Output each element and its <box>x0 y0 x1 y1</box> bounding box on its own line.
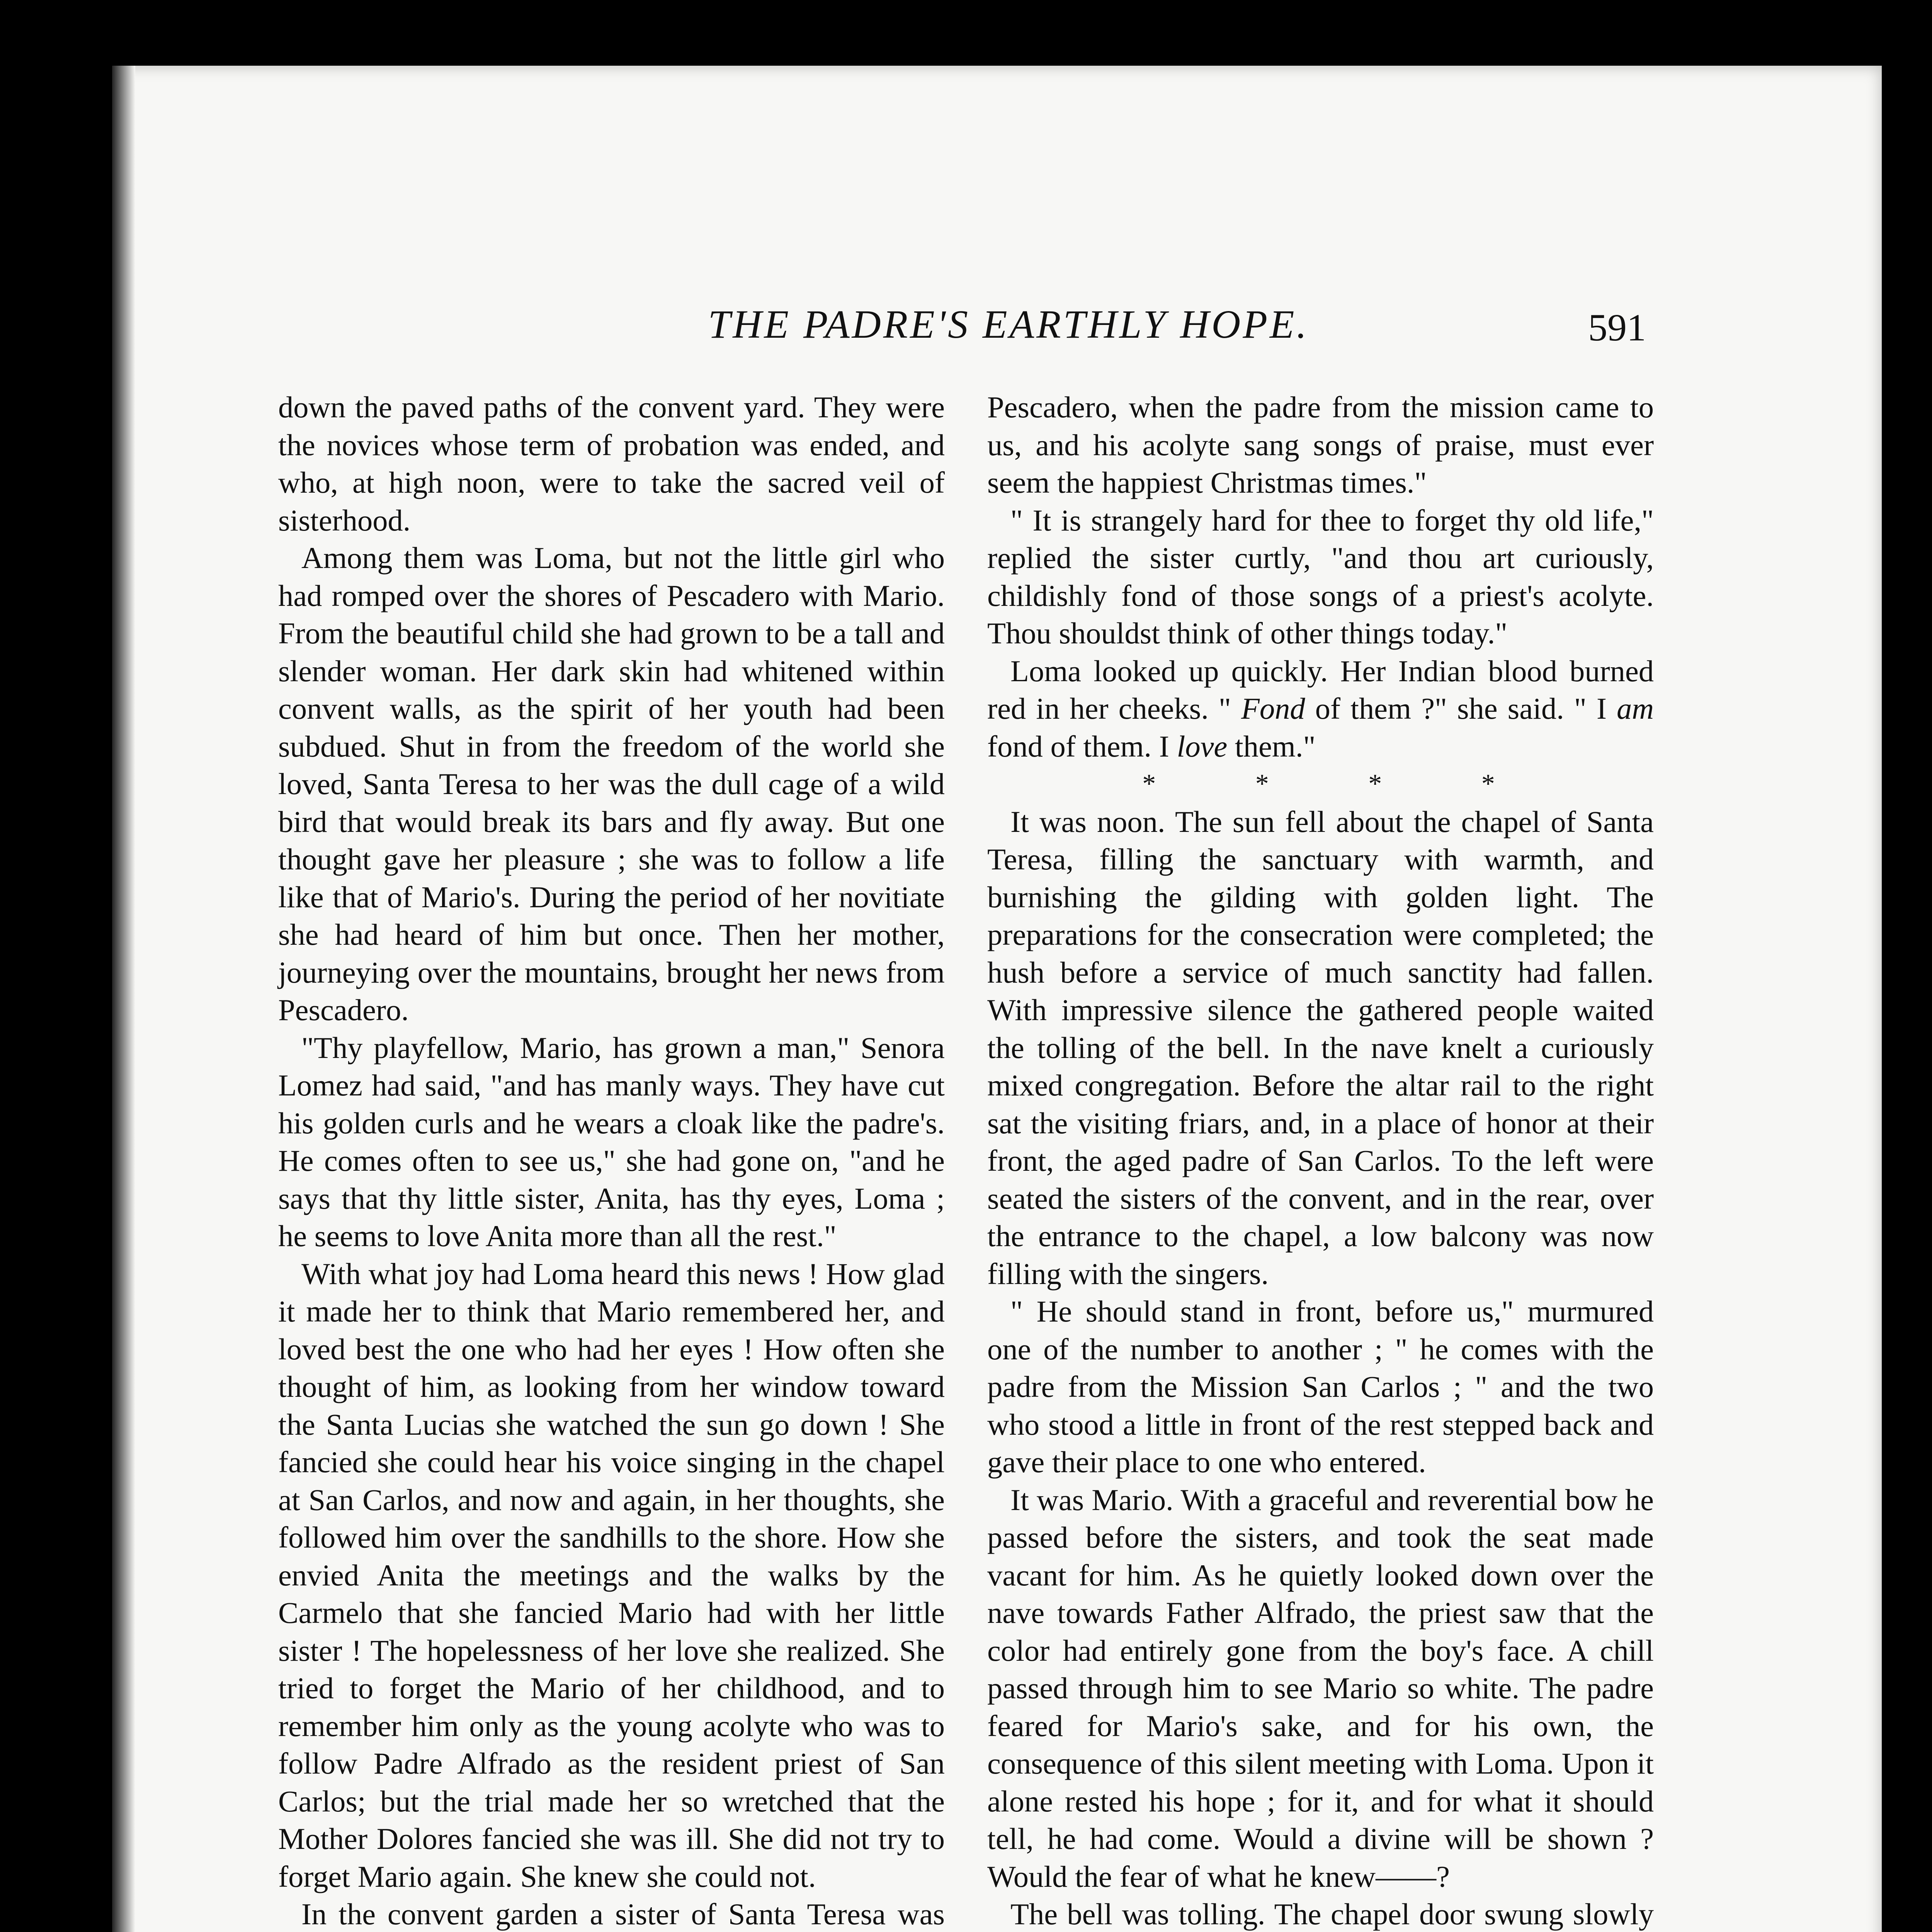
page-number: 591 <box>1588 306 1646 349</box>
paragraph: It was Mario. With a graceful and reverential bow he passed before the sisters, and took the seat made vacant for him. As he quietly looked down over the nave towards Father Alfrado, the priest saw that the color had entirely gone from the boy's face. A chill passed through him to see Mario so white. The padre feared for Mario's sake, and for his own, the consequence of this silent meeting with Loma. Upon it alone rested his hope ; for it, and for what it should tell, he had come. Would a divine will be shown ? Would the fear of what he knew——? <box>987 1483 1654 1893</box>
paragraph: "Thy playfellow, Mario, has grown a man," Senora Lomez had said, "and has manly ways. They have cut his golden curls and he wears a cloak like the padre's. He comes often to see us," she had gone on, "and he says that thy little sister, Anita, has thy eyes, Loma ; he seems to love Anita more than all the rest." <box>278 1031 945 1253</box>
emphasis: love <box>1177 729 1228 763</box>
emphasis: Fond <box>1241 692 1305 725</box>
text-run: them." <box>1227 729 1316 763</box>
paragraph: The bell was tolling. The chapel door swung slowly <box>1010 1897 1654 1931</box>
text-run: Loma looked up quickly. Her Indian blood burned red in her cheeks. " <box>987 654 1654 725</box>
paragraph: In the convent garden a sister of Santa Teresa was <box>301 1897 945 1931</box>
paragraph: " He should stand in front, before us," murmured one of the number to another ; " he comes with the padre from the Mission San Carlos ; " and the two who stood a little in front of the rest stepped back and gave their place to one who entered. <box>987 1294 1654 1479</box>
paragraph <box>987 652 1654 765</box>
text-run: fond of them. I <box>987 729 1177 763</box>
paragraph: Among them was Loma, but not the little girl who had romped over the shores of Pescadero with Mario. From the beautiful child she had grown to be a tall and slender woman. Her dark skin had whitened within convent walls, as the spirit of her youth had been subdued. Shut in from the freedom of the world she loved, Santa Teresa to her was the dull cage of a wild bird that would break its bars and fly away. But one thought gave her pleasure ; she was to follow a life like that of Mario's. During the period of her novitiate she had heard of him but once. Then her mother, journeying over the mountains, brought her news from Pescadero. <box>278 541 945 1027</box>
text-run: of them ?" she said. " I <box>1305 692 1617 725</box>
page-gutter-shadow <box>112 66 135 1932</box>
section-break-stars: * * * * <box>1142 769 1541 799</box>
emphasis: am <box>1617 692 1654 725</box>
paragraph: down the paved paths of the convent yard. They were the novices whose term of probation was ended, and who, at high noon, were to take the sacred veil of sisterhood. <box>278 390 945 537</box>
left-column <box>278 388 945 1932</box>
paragraph: It was noon. The sun fell about the chapel of Santa Teresa, filling the sanctuary with warmth, and burnishing the gilding with golden light. The preparations for the consecration were completed; the hush before a service of much sanctity had fallen. With impressive silence the gathered people waited the tolling of the bell. In the nave knelt a curiously mixed congregation. Before the altar rail to the right sat the visiting friars, and, in a place of honor at their front, the aged padre of San Carlos. To the left were seated the sisters of the convent, and in the rear, over the entrance to the chapel, a low balcony was now filling with the singers. <box>987 804 1654 1291</box>
paragraph: With what joy had Loma heard this news ! How glad it made her to think that Mario remembered her, and loved best the one who had her eyes ! How often she thought of him, as looking from her window toward the Santa Lucias she watched the sun go down ! She fancied she could hear his voice singing in the chapel at San Carlos, and now and again, in her thoughts, she followed him over the sandhills to the shore. How she envied Anita the meetings and the walks by the Carmelo that she fancied Mario had with her little sister ! The hopelessness of her love she realized. She tried to forget the Mario of her childhood, and to remember him only as the young acolyte who was to follow Padre Alfrado as the resident priest of San Carlos; but the trial made her so wretched that the Mother Dolores fancied she was ill. She did not try to forget Mario again. She knew she could not. <box>278 1257 945 1893</box>
right-column <box>987 388 1654 1932</box>
paragraph: " It is strangely hard for thee to forget thy old life," replied the sister curtly, "and thou art curiously, childishly fond of those songs of a priest's acolyte. Thou shouldst think of other things today." <box>987 503 1654 650</box>
paragraph: Pescadero, when the padre from the mission came to us, and his acolyte sang songs of praise, must ever seem the happiest Christmas times." <box>987 390 1654 499</box>
running-head: THE PADRE'S EARTHLY HOPE. <box>708 302 1309 347</box>
